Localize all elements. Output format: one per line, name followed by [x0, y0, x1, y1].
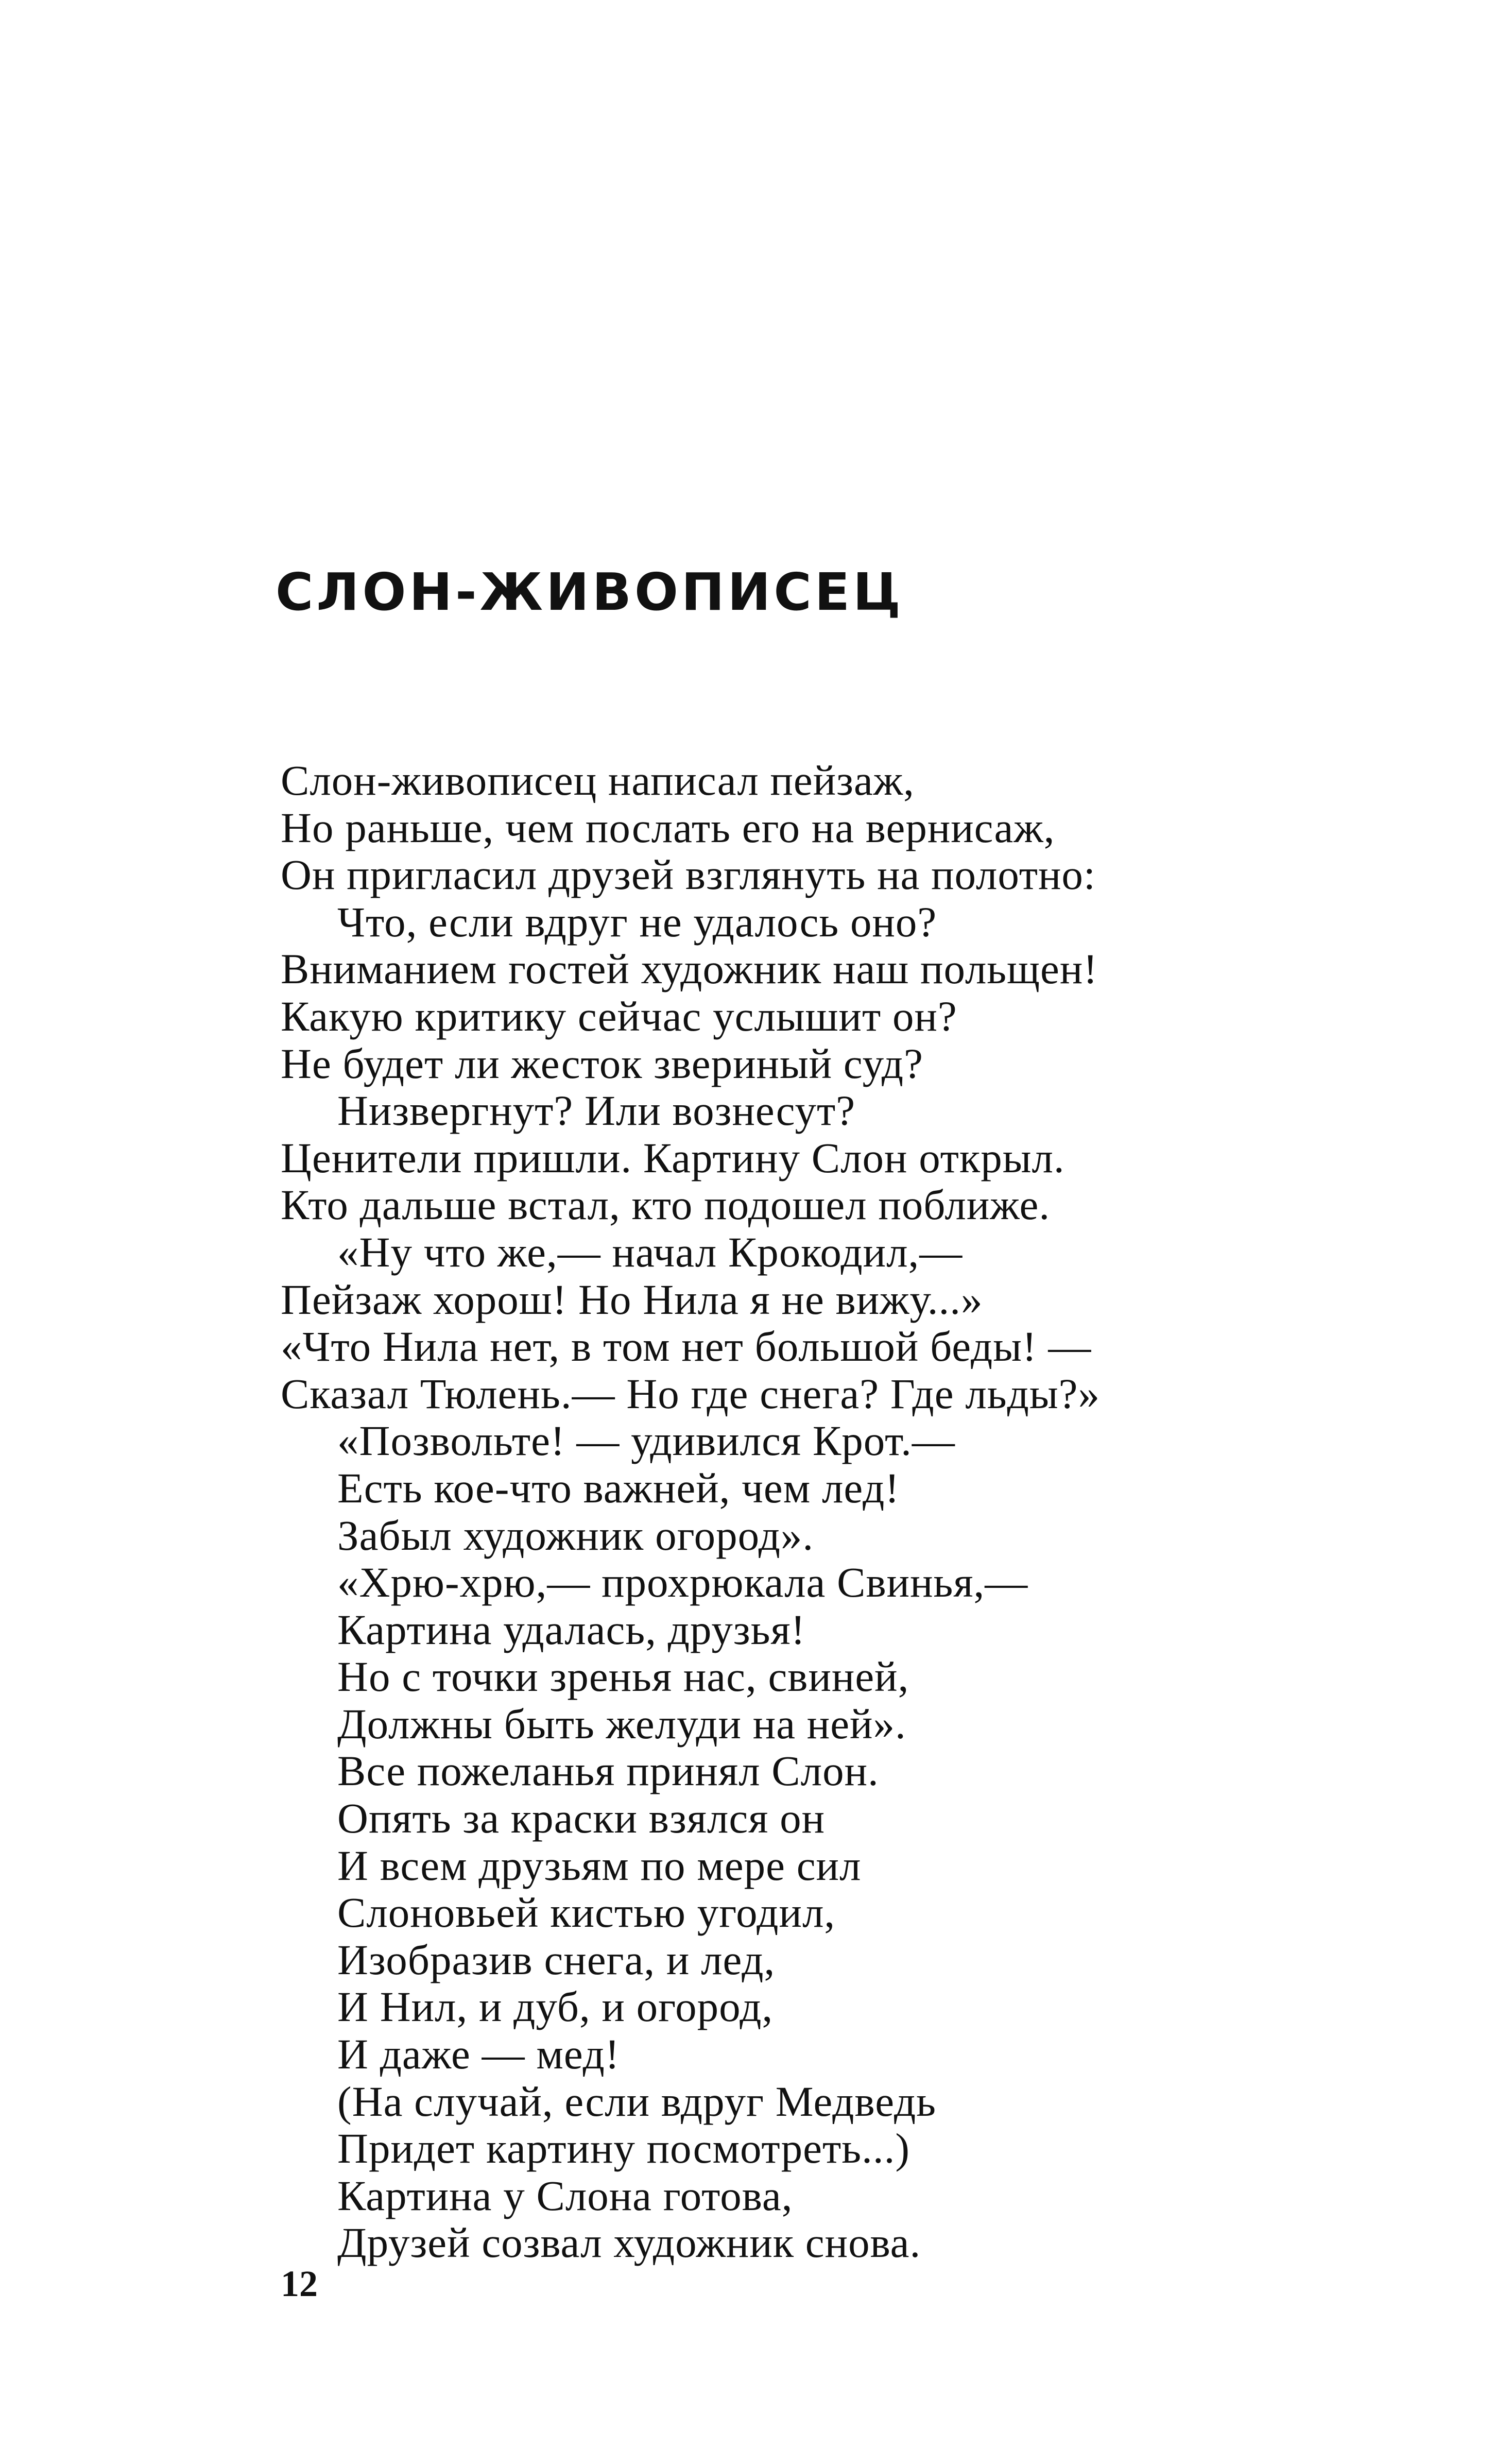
poem-line: Придет картину посмотреть...): [337, 2125, 910, 2172]
poem-line: И всем друзьям по мере сил: [337, 1841, 862, 1889]
poem-line: Слон-живописец написал пейзаж,: [281, 757, 915, 804]
poem-line: Какую критику сейчас услышит он?: [281, 992, 957, 1040]
poem-line: Друзей созвал художник снова.: [337, 2219, 921, 2267]
poem-line: Забыл художник огород».: [337, 1511, 814, 1559]
poem-line: Вниманием гостей художник наш польщен!: [281, 945, 1098, 993]
poem-line: Есть кое-что важней, чем лед!: [337, 1464, 900, 1512]
poem-line: И Нил, и дуб, и огород,: [337, 1983, 774, 2031]
poem-line: «Что Нила нет, в том нет большой беды! —: [281, 1323, 1092, 1371]
poem-line: Низвергнут? Или вознесут?: [337, 1087, 856, 1135]
poem-line: Картина у Слона готова,: [337, 2171, 793, 2219]
poem-line: Пейзаж хорош! Но Нила я не вижу...»: [281, 1275, 983, 1323]
poem-line: Картина удалась, друзья!: [337, 1605, 806, 1653]
poem-line: Должны быть желуди на ней».: [337, 1700, 906, 1748]
poem-line: Изобразив снега, и лед,: [337, 1936, 776, 1983]
poem-line: И даже — мед!: [337, 2030, 620, 2078]
poem-line: Все пожеланья принял Слон.: [337, 1747, 879, 1795]
poem-line: Ценители пришли. Картину Слон открыл.: [281, 1134, 1065, 1182]
poem-body: [281, 757, 1362, 2267]
poem-line: Сказал Тюлень.— Но где снега? Где льды?»: [281, 1369, 1100, 1417]
poem-line: Но с точки зренья нас, свиней,: [337, 1653, 909, 1701]
poem-line: Опять за краски взялся он: [337, 1794, 826, 1842]
poem-line: Он пригласил друзей взглянуть на полотно:: [281, 851, 1096, 899]
poem-line: «Хрю-хрю,— прохрюкала Свинья,—: [337, 1559, 1028, 1606]
poem-line: Кто дальше встал, кто подошел поближе.: [281, 1181, 1051, 1229]
poem-line: Не будет ли жесток звериный суд?: [281, 1039, 923, 1087]
poem-line: «Ну что же,— начал Крокодил,—: [337, 1228, 963, 1276]
page-number: 12: [281, 2263, 318, 2304]
poem-line: Но раньше, чем послать его на вернисаж,: [281, 803, 1055, 851]
poem-line: (На случай, если вдруг Медведь: [337, 2077, 937, 2125]
poem-line: «Позвольте! — удивился Крот.—: [337, 1417, 955, 1465]
poem-line: Что, если вдруг не удалось оно?: [337, 898, 937, 946]
poem-title: СЛОН-ЖИВОПИСЕЦ: [276, 562, 904, 622]
poem-line: Слоновьей кистью угодил,: [337, 1889, 836, 1937]
